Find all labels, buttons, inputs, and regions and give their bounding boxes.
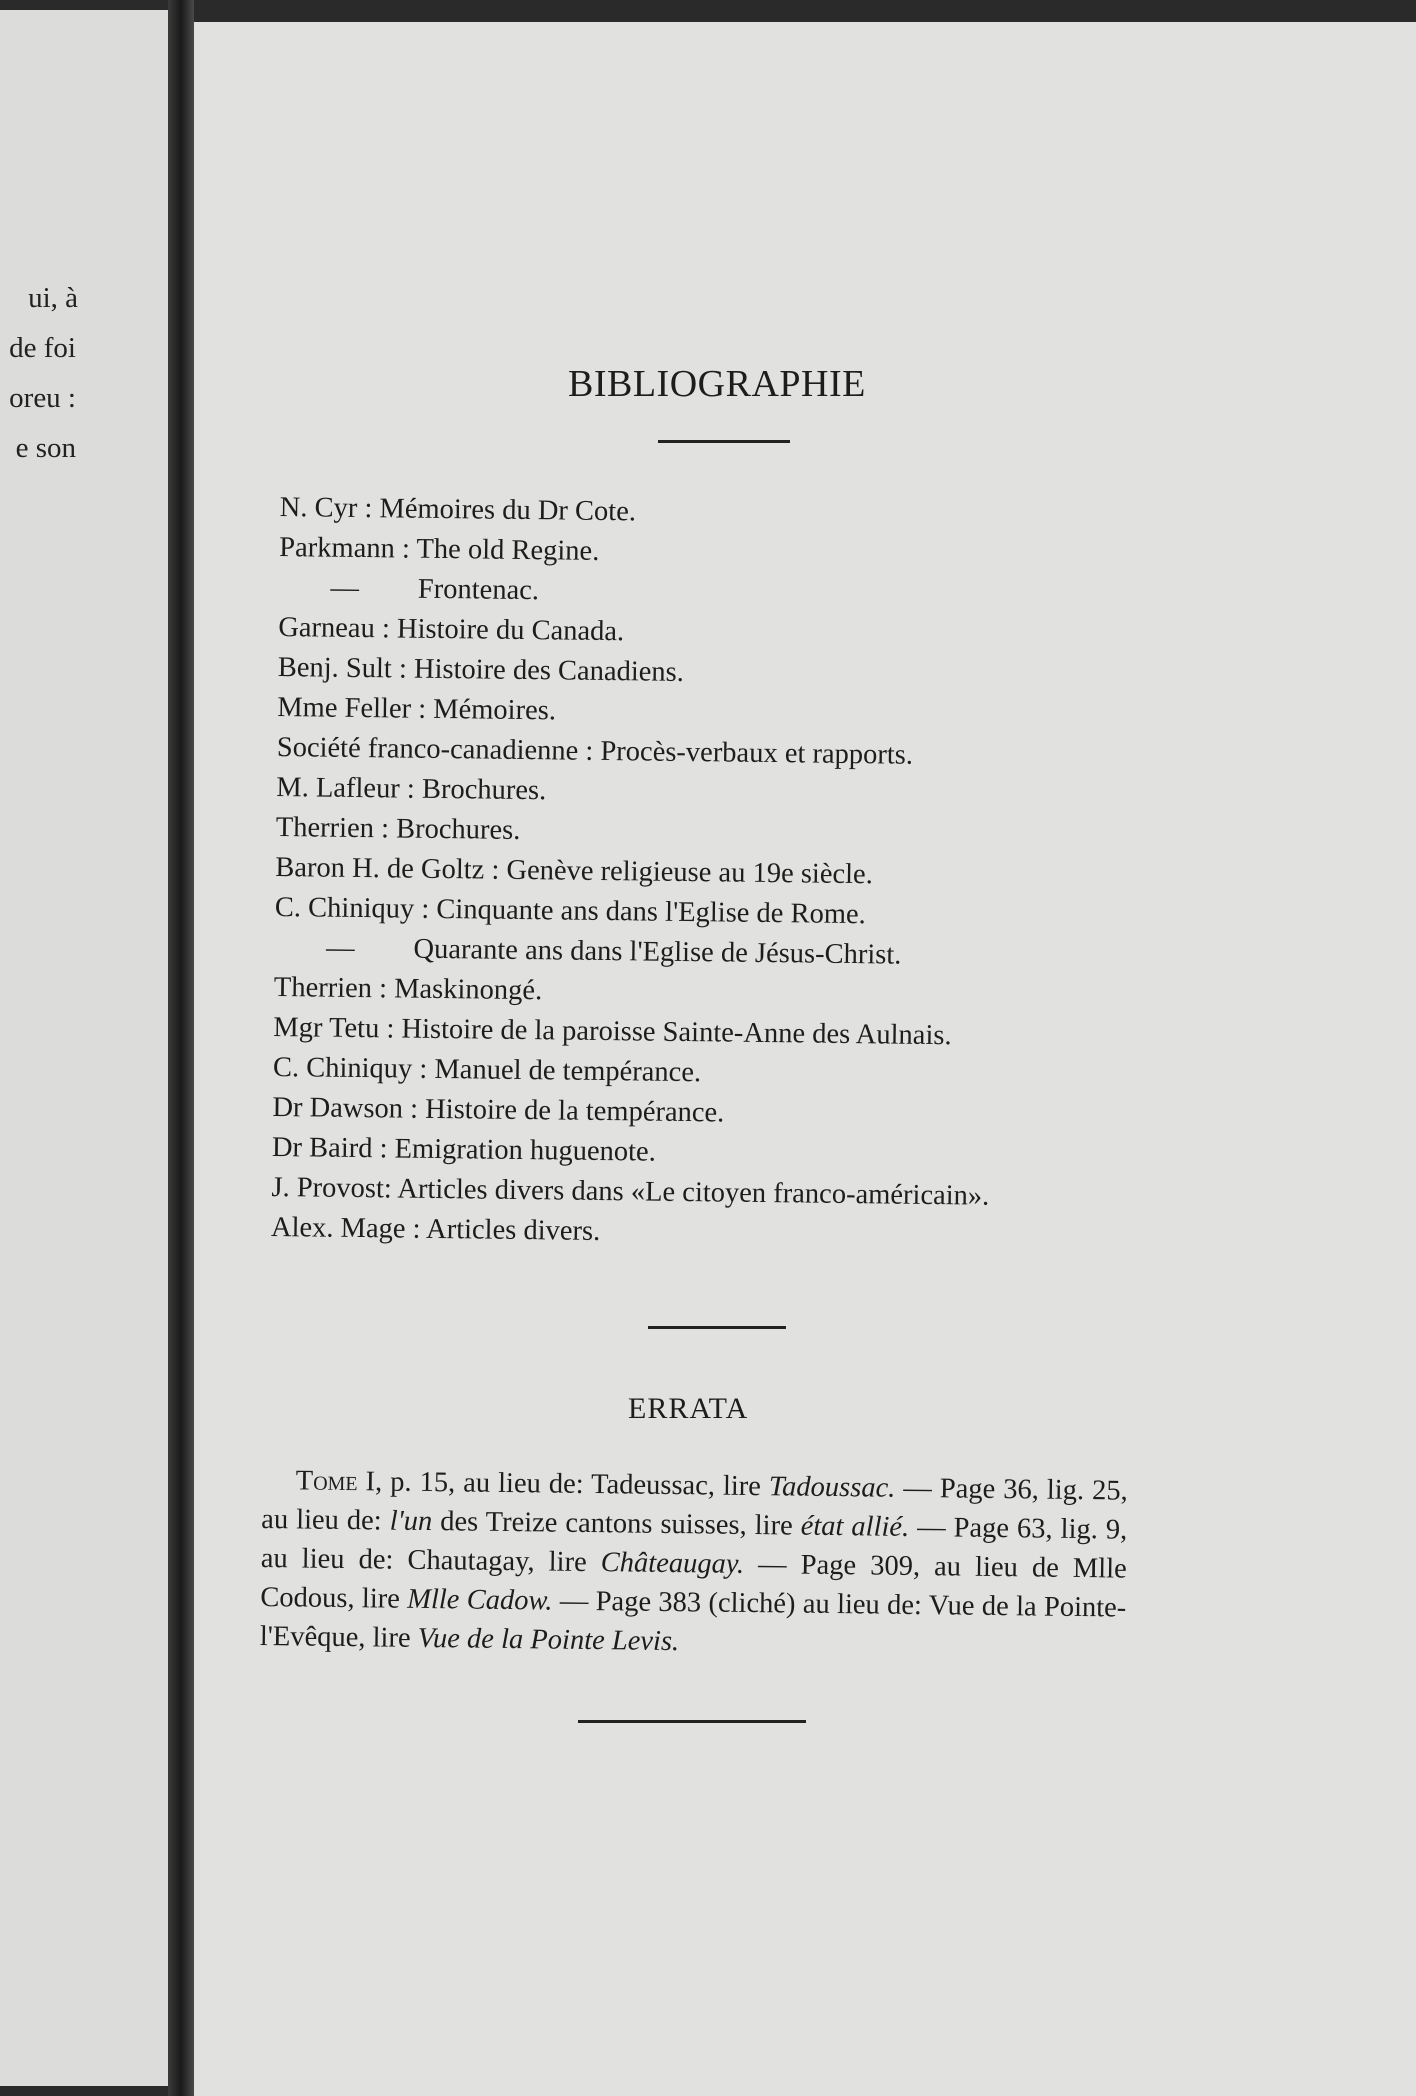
entry-author: Garneau : bbox=[278, 611, 391, 645]
entry-work: Manuel de tempérance. bbox=[434, 1053, 702, 1089]
section-divider bbox=[648, 1326, 786, 1329]
bibliography-list bbox=[271, 488, 1160, 1259]
errata-text: — Page 309, au lieu de Mlle Codous, lire bbox=[260, 1548, 1127, 1615]
entry-author: Alex. Mage : bbox=[270, 1211, 421, 1245]
errata-paragraph bbox=[260, 1461, 1128, 1667]
left-page-fragment: de foi bbox=[9, 332, 76, 364]
entry-work: Mémoires du Dr Cote. bbox=[379, 493, 637, 528]
errata-text: — Page 63, lig. 9, au lieu de: Chautagay, lire bbox=[260, 1511, 1128, 1578]
errata-text: I, p. 15, au lieu de: Tadeussac, lire bbox=[357, 1465, 770, 1502]
errata-text: — Page 36, lig. 25, au lieu de: bbox=[261, 1472, 1128, 1537]
entry-work: Quarante ans dans l'Eglise de Jésus-Christ. bbox=[413, 933, 902, 971]
entry-author: Parkmann : bbox=[279, 531, 411, 565]
entry-author: C. Chiniquy : bbox=[274, 891, 430, 925]
entry-author: Dr Baird : bbox=[271, 1131, 388, 1165]
entry-author: Mme Feller : bbox=[277, 691, 427, 725]
entry-work: Maskinongé. bbox=[393, 973, 543, 1007]
end-rule bbox=[578, 1720, 806, 1723]
book-gutter bbox=[168, 0, 194, 2096]
errata-correction: l'un bbox=[389, 1505, 433, 1537]
ditto-dash: — bbox=[325, 932, 355, 964]
errata-correction: Vue de la Pointe Levis. bbox=[417, 1622, 680, 1657]
entry-work: Histoire de la paroisse Sainte-Anne des Aulnais. bbox=[401, 1013, 952, 1052]
errata-text: Tome bbox=[295, 1464, 358, 1497]
entry-author: Société franco-canadienne : bbox=[276, 731, 594, 767]
entry-work: Histoire de la tempérance. bbox=[425, 1093, 725, 1129]
entry-work: Articles divers. bbox=[425, 1213, 601, 1247]
ditto-dash: — bbox=[330, 572, 360, 604]
errata-correction: Tadoussac. bbox=[768, 1470, 896, 1504]
left-page-fragment: oreu : bbox=[9, 382, 76, 414]
entry-author: J. Provost: bbox=[271, 1171, 393, 1205]
entry-author: M. Lafleur : bbox=[276, 771, 416, 805]
entry-author: Benj. Sult : bbox=[277, 651, 408, 685]
entry-work: Frontenac. bbox=[417, 573, 540, 607]
errata-title: ERRATA bbox=[628, 1392, 749, 1425]
errata-text: — Page 383 (cliché) au lieu de: Vue de la Pointe-l'Evêque, lire bbox=[259, 1585, 1127, 1654]
left-page-edge bbox=[0, 10, 168, 2086]
entry-work: Mémoires. bbox=[433, 693, 557, 727]
title-rule bbox=[658, 440, 790, 443]
errata-correction: état allié. bbox=[800, 1510, 910, 1543]
left-page-fragment: ui, à bbox=[28, 282, 78, 314]
entry-work: Brochures. bbox=[395, 813, 521, 846]
entry-work: Articles divers dans «Le citoyen franco-américain». bbox=[397, 1173, 990, 1212]
entry-author: Therrien : bbox=[273, 971, 388, 1005]
entry-author: Dr Dawson : bbox=[272, 1091, 419, 1125]
entry-work: Brochures. bbox=[421, 773, 547, 807]
errata-text: des Treize cantons suisses, lire bbox=[432, 1505, 801, 1542]
entry-author: N. Cyr : bbox=[279, 491, 373, 525]
entry-work: Emigration huguenote. bbox=[394, 1133, 656, 1168]
entry-author: Therrien : bbox=[275, 811, 390, 845]
entry-work: Histoire du Canada. bbox=[396, 613, 625, 648]
entry-work: The old Regine. bbox=[416, 533, 600, 567]
entry-work: Procès-verbaux et rapports. bbox=[600, 735, 914, 771]
entry-work: Cinquante ans dans l'Eglise de Rome. bbox=[436, 893, 866, 931]
errata-correction: Mlle Cadow. bbox=[407, 1583, 553, 1617]
errata-correction: Châteaugay. bbox=[600, 1546, 745, 1580]
bibliography-title: BIBLIOGRAPHIE bbox=[568, 363, 866, 405]
entry-author: Baron H. de Goltz : bbox=[275, 851, 500, 886]
entry-work: Histoire des Canadiens. bbox=[413, 653, 685, 688]
entry-author: Mgr Tetu : bbox=[273, 1011, 395, 1045]
left-page-fragment: e son bbox=[15, 432, 76, 464]
entry-work: Genève religieuse au 19e siècle. bbox=[506, 854, 874, 891]
entry-author: C. Chiniquy : bbox=[272, 1051, 428, 1085]
